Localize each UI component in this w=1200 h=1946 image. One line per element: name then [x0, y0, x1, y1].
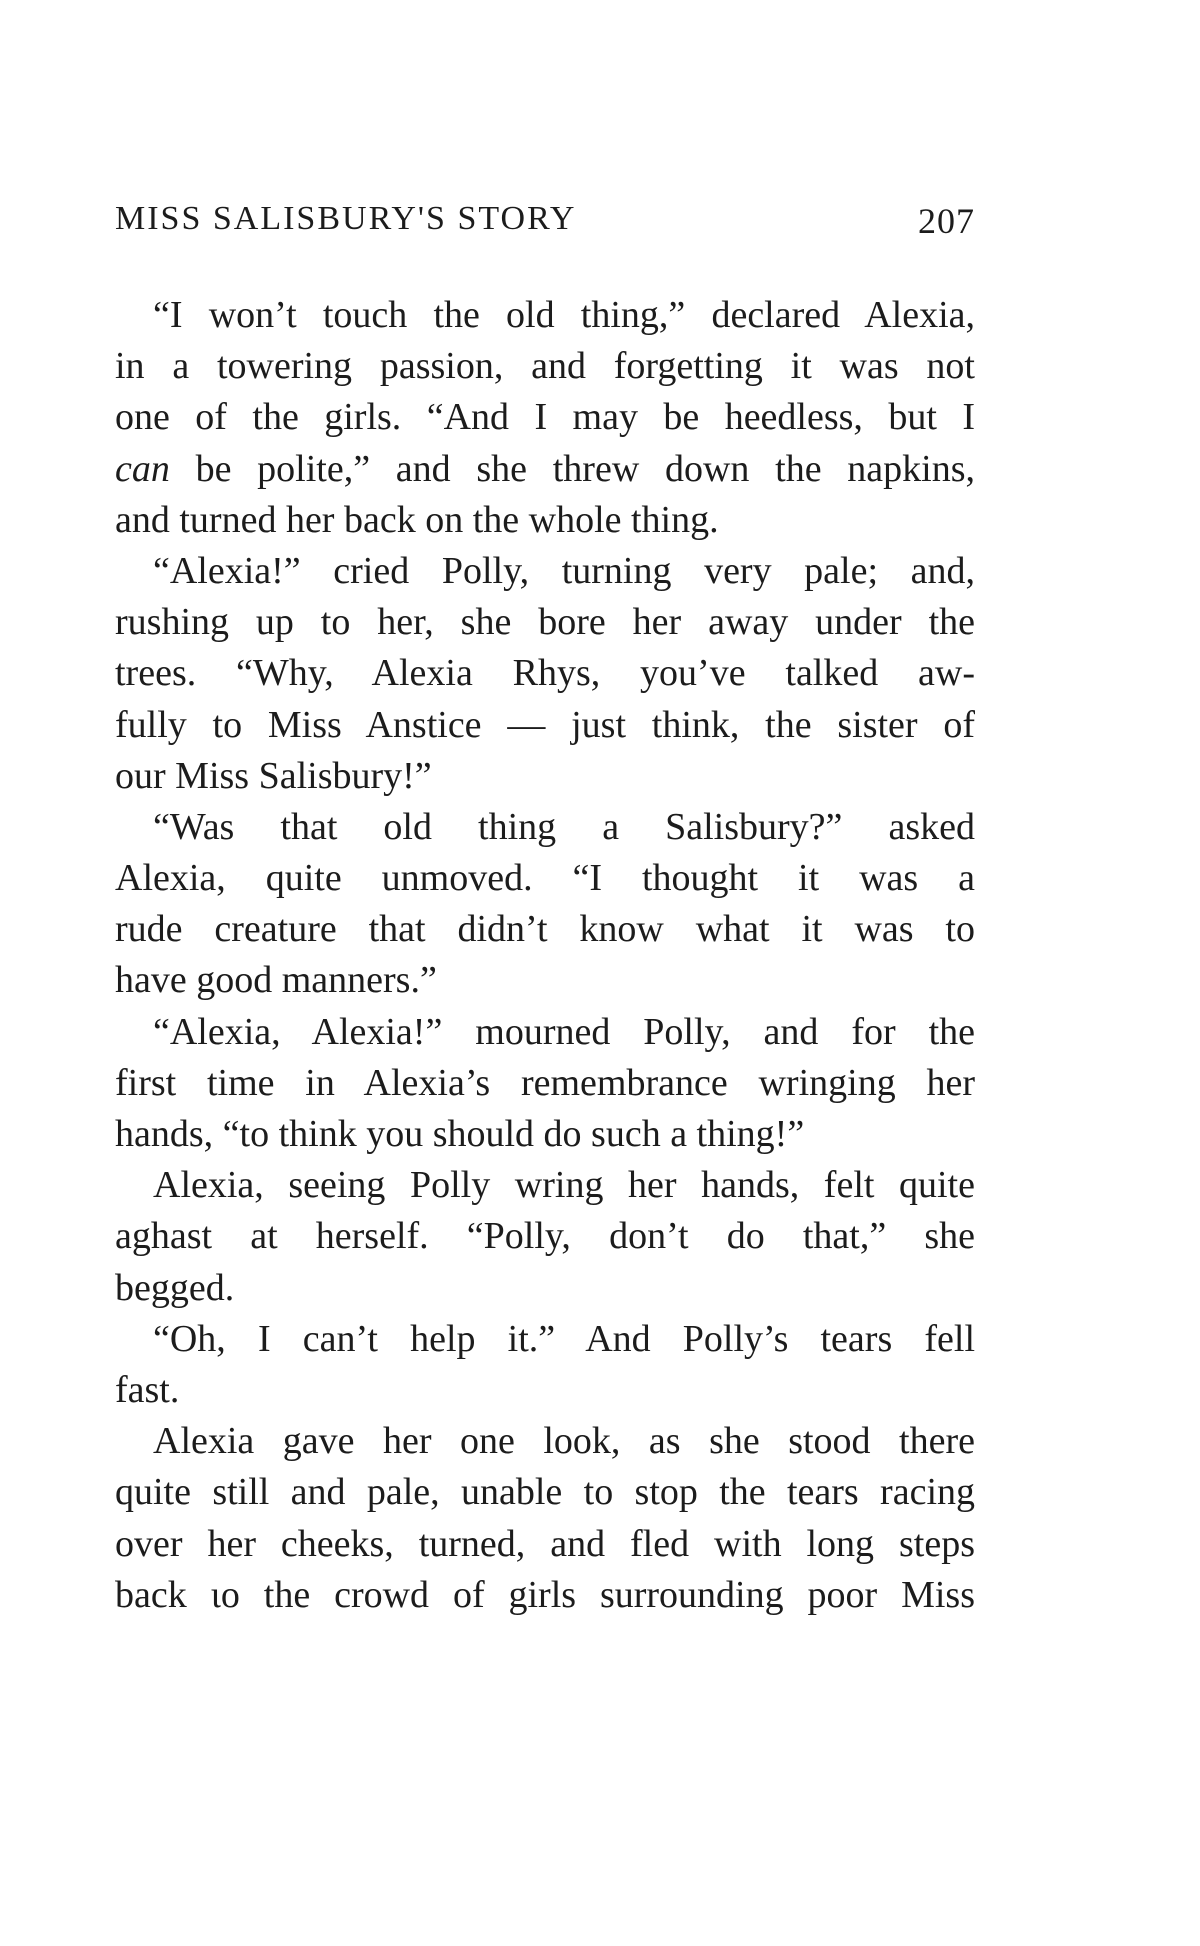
emphasized-word: can — [115, 447, 170, 490]
text-line: “Oh, I can’t help it.” And Polly’s tears fell — [153, 1317, 975, 1360]
text-line: “Alexia, Alexia!” mourned Polly, and for the — [153, 1010, 975, 1053]
text-line: begged. — [115, 1266, 235, 1309]
text-line-rest: be polite,” and she threw down the napkins, — [169, 447, 975, 490]
text-line: fully to Miss Anstice — just think, the sister of — [115, 703, 975, 746]
text-line: aghast at herself. “Polly, don’t do that,” she — [115, 1215, 975, 1258]
text-line: quite still and pale, unable to stop the tears racing — [115, 1471, 975, 1514]
text-line — [115, 444, 975, 495]
text-line: have good manners.” — [115, 959, 437, 1002]
running-head — [115, 200, 975, 250]
text-line: first time in Alexia’s remembrance wringing her — [115, 1061, 975, 1104]
text-line: one of the girls. “And I may be heedless, but I — [115, 396, 975, 439]
text-line: Alexia, quite unmoved. “I thought it was a — [115, 857, 975, 900]
text-line: “I won’t touch the old thing,” declared Alexia, — [153, 294, 975, 336]
text-line: rushing up to her, she bore her away under the — [115, 601, 975, 644]
text-line: hands, “to think you should do such a thing!” — [115, 1113, 805, 1155]
running-title: MISS SALISBURY'S STORY — [115, 200, 577, 237]
text-line: our Miss Salisbury!” — [115, 754, 432, 797]
text-line: and turned her back on the whole thing. — [115, 498, 719, 541]
text-line: rude creature that didn’t know what it was to — [115, 908, 975, 951]
text-line: Alexia gave her one look, as she stood there — [153, 1420, 975, 1463]
text-line: “Was that old thing a Salisbury?” asked — [153, 805, 975, 848]
text-line: back ιo the crowd of girls surrounding poor Miss — [115, 1573, 975, 1616]
text-line: trees. “Why, Alexia Rhys, you’ve talked aw- — [115, 652, 975, 695]
text-line: “Alexia!” cried Polly, turning very pale; and, — [153, 549, 975, 592]
text-line: Alexia, seeing Polly wring her hands, felt quite — [153, 1164, 975, 1207]
text-line: in a towering passion, and forgetting it was not — [115, 345, 975, 388]
text-line: fast. — [115, 1368, 180, 1411]
page-number: 207 — [918, 201, 975, 241]
text-line: over her cheeks, turned, and fled with long steps — [115, 1522, 975, 1565]
body-text — [115, 290, 975, 1621]
